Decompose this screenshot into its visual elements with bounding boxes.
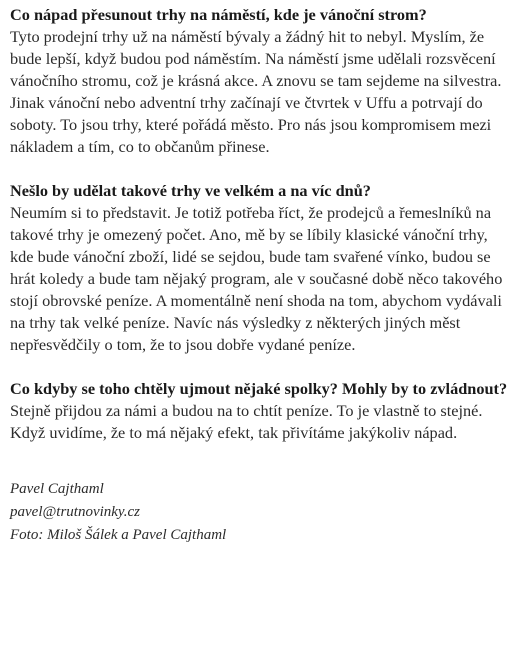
question-heading: Nešlo by udělat takové trhy ve velkém a na víc dnů? bbox=[10, 181, 371, 200]
question-heading: Co nápad přesunout trhy na náměstí, kde je vánoční strom? bbox=[10, 5, 427, 24]
qa-block-1 bbox=[10, 4, 514, 158]
answer-paragraph: Stejně přijdou za námi a budou na to chtít peníze. To je vlastně to stejné. Když uvidíme, že to má nějaký efekt, tak přivítáme jakýkoliv nápad. bbox=[10, 401, 483, 442]
photo-credit: Foto: Miloš Šálek a Pavel Cajthaml bbox=[10, 527, 227, 543]
answer-paragraph: Neumím si to představit. Je totiž potřeba říct, že prodejců a řemeslníků na takové trhy je omezený počet. Ano, mě by se líbily klasické vánoční trhy, kde bude vánoční zboží, lidé se sejdou, bude tam svařené vínko, budou se hrát koledy a bude tam nějaký program, ale v současné době něco takového stojí obrovské peníze. A momentálně není shoda na tom, abychom vydávali na trhy tak velké peníze. Navíc nás výsledky z některých jiných měst nepřesvědčily o tom, že to jsou dobře vydané peníze. bbox=[10, 203, 503, 354]
qa-block-3 bbox=[10, 378, 514, 444]
article-signature bbox=[10, 478, 514, 547]
author-email[interactable]: pavel@trutnovinky.cz bbox=[10, 504, 141, 520]
answer-paragraph: Tyto prodejní trhy už na náměstí bývaly a žádný hit to nebyl. Myslím, že bude lepší, když budou pod náměstím. Na náměstí jsme udělali rozsvěcení vánočního stromu, což je krásná akce. A znovu se tam sejdeme na silvestra. Jinak vánoční nebo adventní trhy začínají ve čtvrtek v Uffu a potrvají do soboty. To jsou trhy, které pořádá město. Pro nás jsou kompromisem mezi nákladem a tím, co to občanům přinese. bbox=[10, 27, 502, 156]
qa-block-2 bbox=[10, 180, 514, 356]
question-heading: Co kdyby se toho chtěly ujmout nějaké spolky? Mohly by to zvládnout? bbox=[10, 379, 508, 398]
author-name: Pavel Cajthaml bbox=[10, 481, 104, 497]
article-body bbox=[10, 4, 514, 547]
